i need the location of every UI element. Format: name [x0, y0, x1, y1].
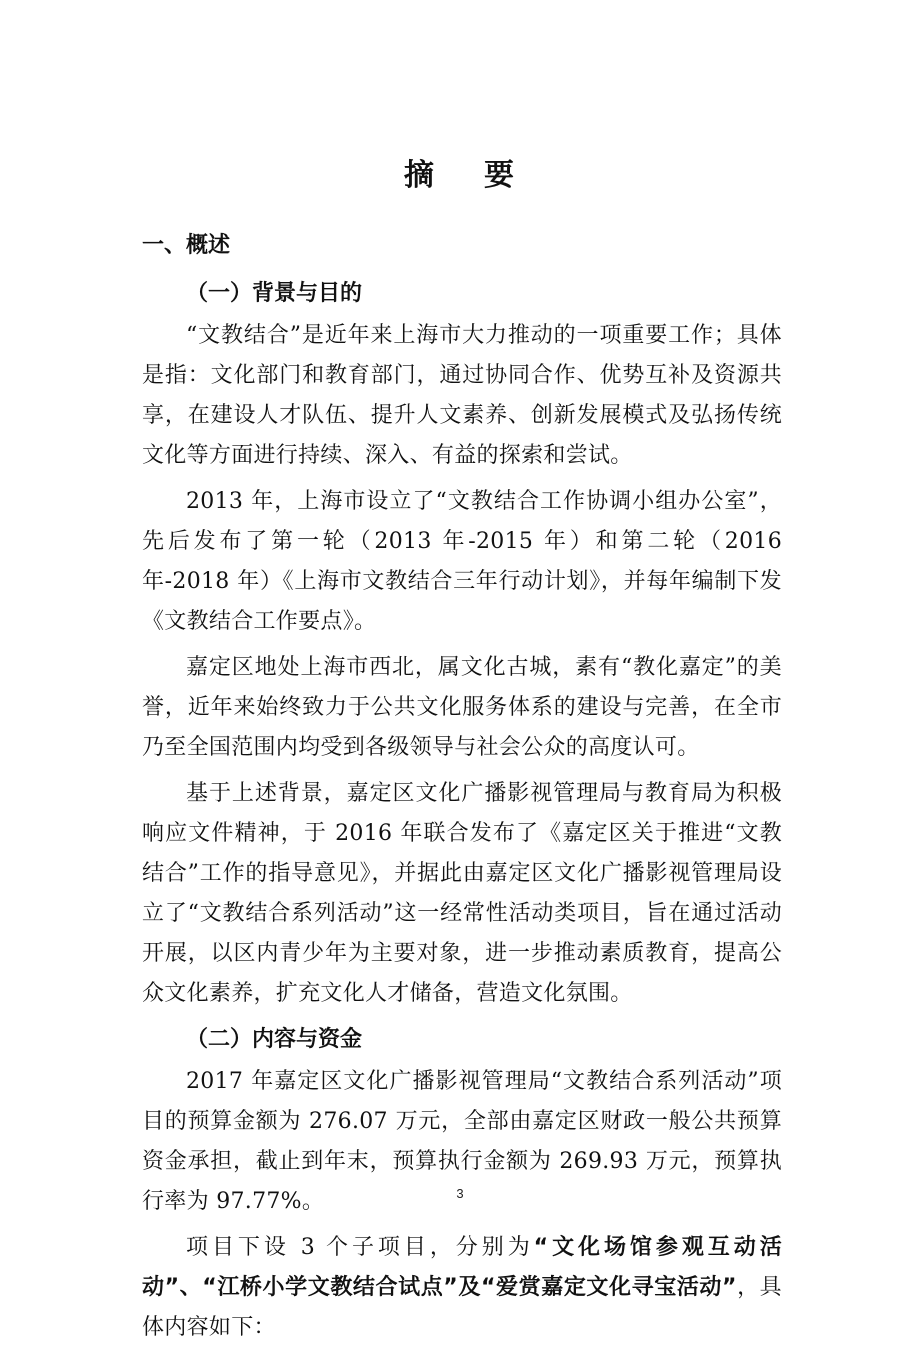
- page-number: 3: [456, 1186, 464, 1201]
- paragraph-6-separator-1: 、: [179, 1275, 203, 1300]
- title-char-2: 要: [484, 158, 516, 193]
- document-body: [142, 226, 782, 1354]
- paragraph-5: 2017 年嘉定区文化广播影视管理局“文教结合系列活动”项目的预算金额为 276.07 万元，全部由嘉定区财政一般公共预算资金承担，截止到年末，预算执行金额为 269.93 万元，预算执行率为 97.77%。: [142, 1069, 782, 1214]
- paragraph-2: 2013 年，上海市设立了“文教结合工作协调小组办公室”，先后发布了第一轮（2013 年-2015 年）和第二轮（2016 年-2018 年）《上海市文教结合三年行动计划》，并每年编制下发《文教结合工作要点》。: [142, 489, 782, 634]
- subproject-3: “爱赏嘉定文化寻宝活动”: [480, 1275, 737, 1300]
- paragraph-3: 嘉定区地处上海市西北，属文化古城，素有“教化嘉定”的美誉，近年来始终致力于公共文化服务体系的建设与完善，在全市乃至全国范围内均受到各级领导与社会公众的高度认可。: [142, 655, 782, 760]
- paragraph-4: 基于上述背景，嘉定区文化广播影视管理局与教育局为积极响应文件精神，于 2016 年联合发布了《嘉定区关于推进“文教结合”工作的指导意见》，并据此由嘉定区文化广播影视管理局设立了“文教结合系列活动”这一经常性活动类项目，旨在通过活动开展，以区内青少年为主要对象，进一步推动素质教育，提高公众文化素养，扩充文化人才储备，营造文化氛围。: [142, 781, 782, 1006]
- subproject-2: “江桥小学文教结合试点”: [202, 1275, 459, 1300]
- paragraph-6: [142, 1228, 782, 1348]
- title-char-1: 摘: [404, 158, 436, 193]
- subsection-heading-content-funding: （二）内容与资金: [186, 1027, 363, 1052]
- paragraph-6-prefix: 项目下设 3 个子项目，分别为: [186, 1235, 534, 1260]
- section-heading-overview: 一、概述: [142, 233, 231, 258]
- paragraph-6-suffix: ，具体内容如下：: [142, 1275, 782, 1340]
- paragraph-6-separator-2: 及: [458, 1275, 481, 1300]
- subsection-heading-background: （一）背景与目的: [186, 281, 363, 306]
- subproject-1: “文化场馆参观互动活动”: [142, 1235, 783, 1300]
- page-title: [0, 150, 920, 194]
- paragraph-1: “文教结合”是近年来上海市大力推动的一项重要工作；具体是指：文化部门和教育部门，通过协同合作、优势互补及资源共享，在建设人才队伍、提升人文素养、创新发展模式及弘扬传统文化等方面进行持续、深入、有益的探索和尝试。: [142, 323, 782, 468]
